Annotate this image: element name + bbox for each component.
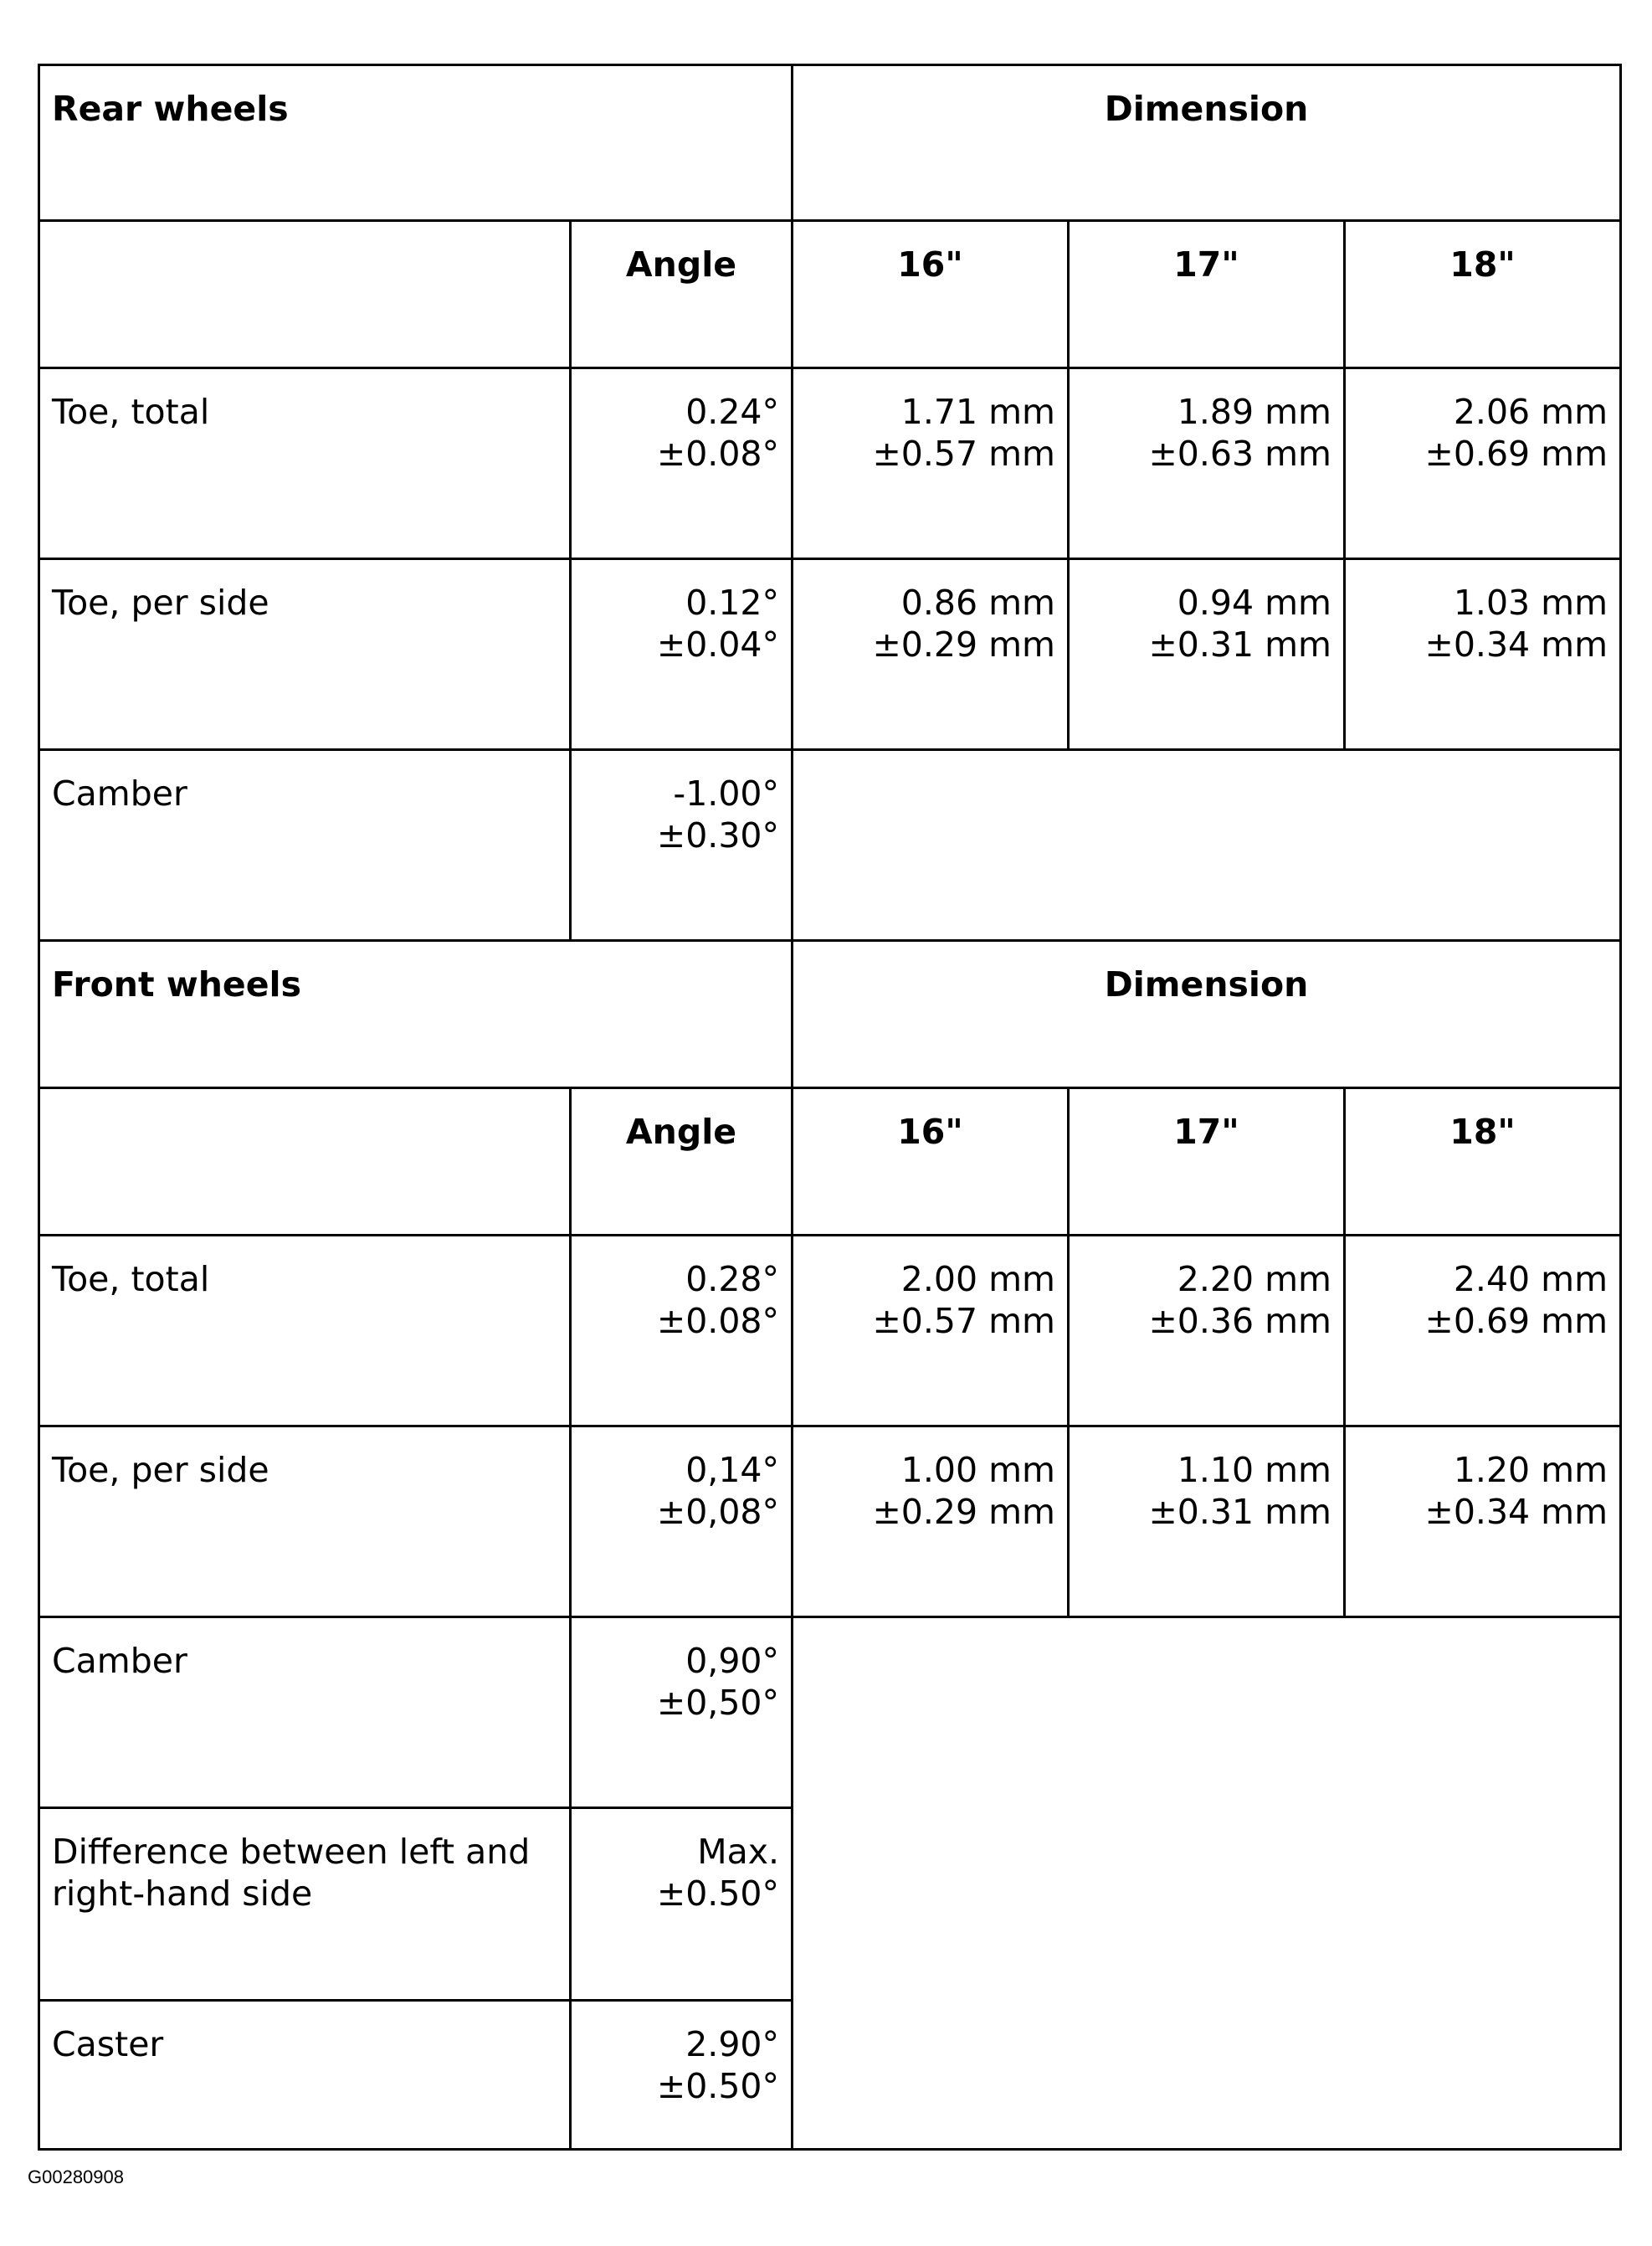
angle-value: 0,90° ±0,50° (571, 1617, 793, 1808)
row-label: Caster (39, 2001, 571, 2150)
angle-value: 2.90° ±0.50° (571, 2001, 793, 2150)
angle-value: -1.00° ±0.30° (571, 750, 793, 941)
front-column-header-row (39, 1088, 1621, 1236)
front-dimension-header: Dimension (793, 941, 1621, 1088)
dim-16-value: 2.00 mm ±0.57 mm (793, 1236, 1069, 1426)
empty-dimension-cell (793, 1617, 1621, 2150)
front-toe-total-row (39, 1236, 1621, 1426)
rear-column-header-row (39, 221, 1621, 368)
front-section-header-row (39, 941, 1621, 1088)
angle-value: 0,14° ±0,08° (571, 1426, 793, 1617)
dim-16-value: 1.00 mm ±0.29 mm (793, 1426, 1069, 1617)
dim-17-value: 0.94 mm ±0.31 mm (1069, 559, 1345, 750)
dim-17-value: 1.89 mm ±0.63 mm (1069, 368, 1345, 559)
wheel-alignment-spec-table (38, 64, 1622, 2151)
front-angle-header: Angle (571, 1088, 793, 1236)
dim-16-value: 0.86 mm ±0.29 mm (793, 559, 1069, 750)
row-label: Toe, per side (39, 1426, 571, 1617)
row-label: Camber (39, 1617, 571, 1808)
rear-section-header-row (39, 65, 1621, 221)
dim-18-value: 1.20 mm ±0.34 mm (1345, 1426, 1621, 1617)
row-label: Toe, total (39, 1236, 571, 1426)
dim-16-value: 1.71 mm ±0.57 mm (793, 368, 1069, 559)
rear-angle-header: Angle (571, 221, 793, 368)
figure-code: G00280908 (28, 2166, 124, 2187)
rear-dimension-header: Dimension (793, 65, 1621, 221)
row-label: Toe, per side (39, 559, 571, 750)
angle-value: 0.12° ±0.04° (571, 559, 793, 750)
row-label: Difference between left and right-hand side (39, 1808, 571, 2001)
angle-value: 0.24° ±0.08° (571, 368, 793, 559)
rear-size-17-header: 17" (1069, 221, 1345, 368)
rear-empty-header-cell (39, 221, 571, 368)
rear-toe-per-side-row (39, 559, 1621, 750)
front-camber-row (39, 1617, 1621, 1808)
empty-dimension-cell (793, 750, 1621, 941)
rear-camber-row (39, 750, 1621, 941)
row-label: Camber (39, 750, 571, 941)
rear-section-title: Rear wheels (39, 65, 793, 221)
dim-18-value: 2.06 mm ±0.69 mm (1345, 368, 1621, 559)
rear-size-18-header: 18" (1345, 221, 1621, 368)
rear-toe-total-row (39, 368, 1621, 559)
dim-18-value: 1.03 mm ±0.34 mm (1345, 559, 1621, 750)
front-toe-per-side-row (39, 1426, 1621, 1617)
rear-size-16-header: 16" (793, 221, 1069, 368)
front-size-16-header: 16" (793, 1088, 1069, 1236)
front-section-title: Front wheels (39, 941, 793, 1088)
front-size-18-header: 18" (1345, 1088, 1621, 1236)
dim-18-value: 2.40 mm ±0.69 mm (1345, 1236, 1621, 1426)
dim-17-value: 2.20 mm ±0.36 mm (1069, 1236, 1345, 1426)
angle-value: Max. ±0.50° (571, 1808, 793, 2001)
row-label: Toe, total (39, 368, 571, 559)
angle-value: 0.28° ±0.08° (571, 1236, 793, 1426)
front-empty-header-cell (39, 1088, 571, 1236)
dim-17-value: 1.10 mm ±0.31 mm (1069, 1426, 1345, 1617)
front-size-17-header: 17" (1069, 1088, 1345, 1236)
